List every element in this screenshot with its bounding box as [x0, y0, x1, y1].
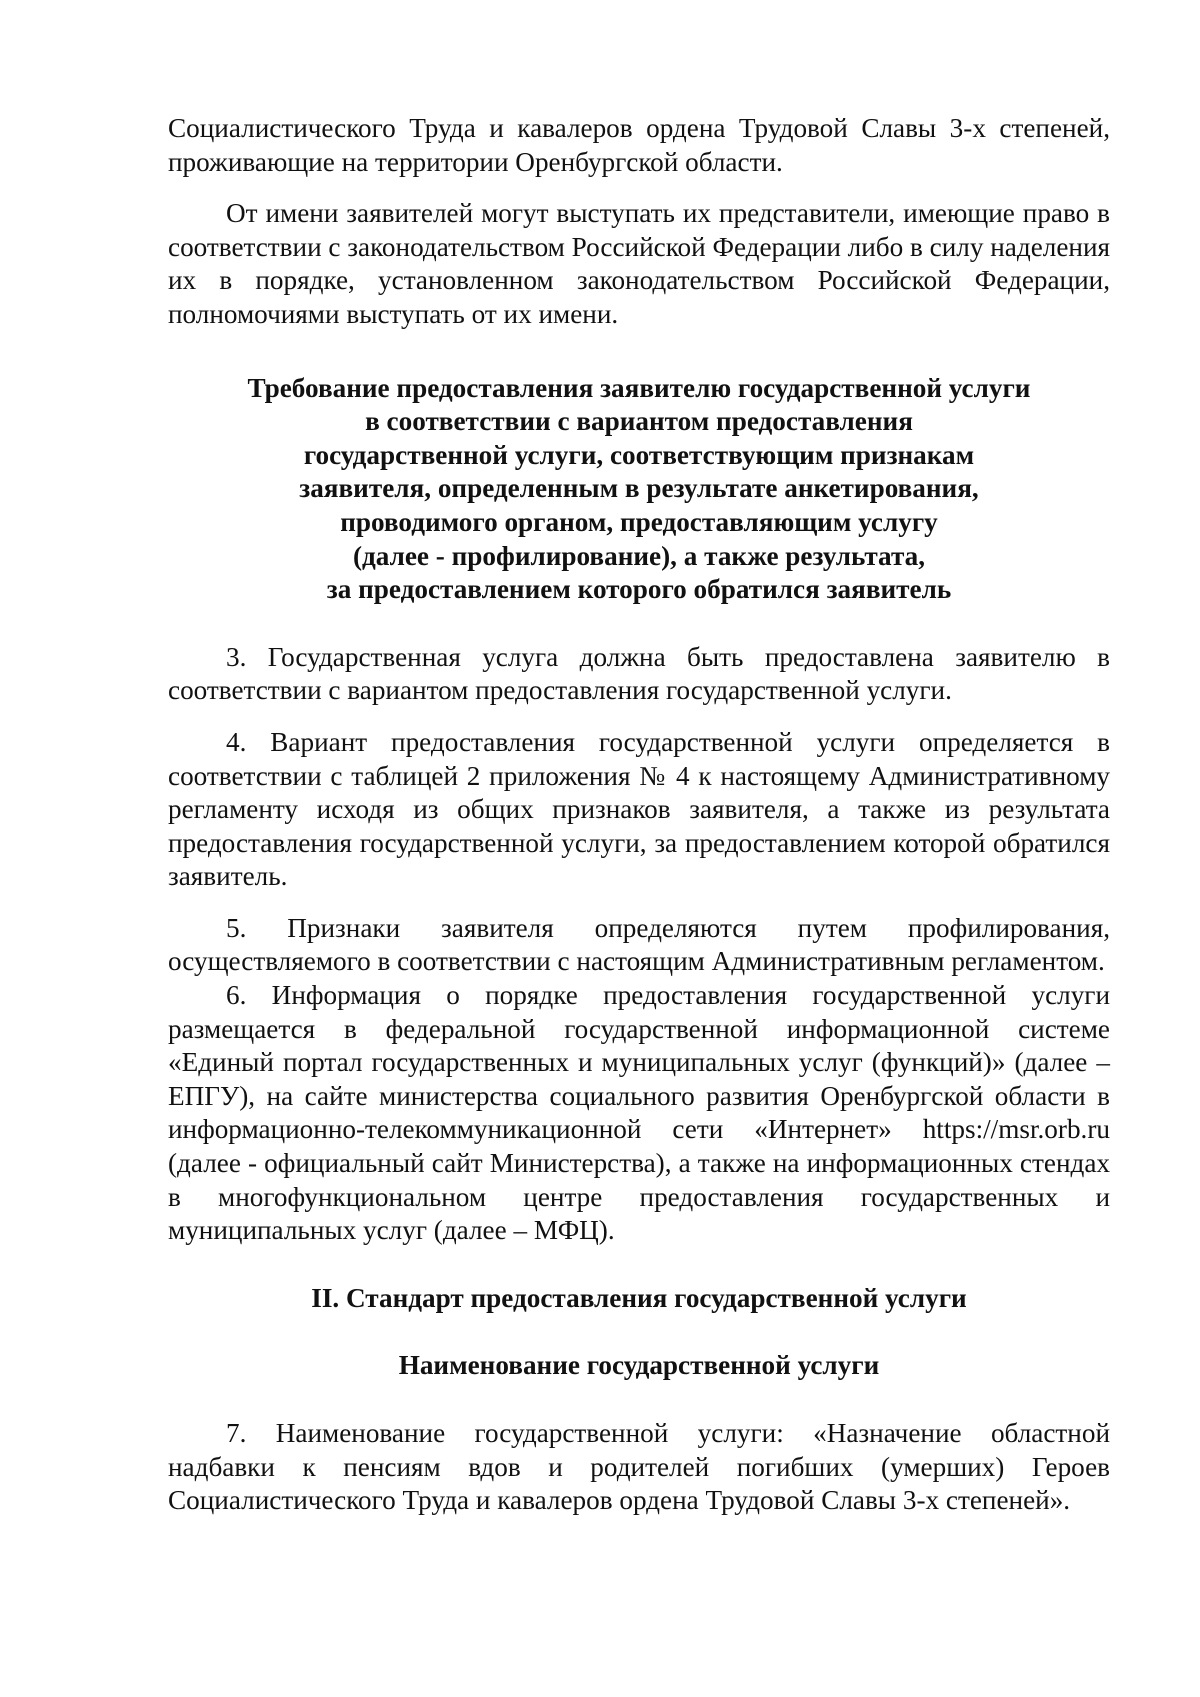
- heading-requirement: [168, 372, 1110, 607]
- item-7: 7. Наименование государственной услуги: «Назначение областной надбавки к пенсиям вдов и родителей погибших (умерших) Героев Социалистического Труда и кавалеров ордена Трудовой Славы 3-х степеней».: [168, 1418, 1110, 1516]
- heading-requirement-line: Требование предоставления заявителю государственной услуги: [247, 372, 1031, 403]
- heading-requirement-line: заявителя, определенным в результате анкетирования,: [299, 473, 979, 504]
- document-page: [168, 112, 1110, 1518]
- section-2-title: II. Стандарт предоставления государственной услуги: [311, 1282, 967, 1313]
- subsection-title: Наименование государственной услуги: [398, 1350, 880, 1381]
- heading-requirement-line: проводимого органом, предоставляющим услугу: [340, 506, 938, 537]
- heading-requirement-line: (далее - профилирование), а также результата,: [352, 540, 926, 571]
- item-3: 3. Государственная услуга должна быть предоставлена заявителю в соответствии с вариантом предоставления государственной услуги.: [168, 641, 1110, 706]
- item-5: 5. Признаки заявителя определяются путем профилирования, осуществляемого в соответствии с настоящим Административным регламентом.: [168, 912, 1110, 977]
- heading-requirement-line: государственной услуги, соответствующим признакам: [303, 439, 975, 470]
- heading-requirement-line: за предоставлением которого обратился заявитель: [326, 574, 952, 605]
- item-6: 6. Информация о порядке предоставления государственной услуги размещается в федеральной государственной информационной системе «Единый портал государственных и муниципальных услуг (функций)» (далее – ЕПГУ), на сайте министерства социального развития Оренбургской области в информационно-телекоммуникационной сети «Интернет» https://msr.orb.ru (далее - официальный сайт Министерства), а также на информационных стендах в многофункциональном центре предоставления государственных и муниципальных услуг (далее – МФЦ).: [168, 980, 1110, 1246]
- item-4: 4. Вариант предоставления государственной услуги определяется в соответствии с таблицей 2 приложения № 4 к настоящему Административному регламенту исходя из общих признаков заявителя, а также из результата предоставления государственной услуги, за предоставлением которой обратился заявитель.: [168, 726, 1110, 892]
- heading-requirement-line: в соответствии с вариантом предоставления: [365, 406, 913, 437]
- paragraph-representatives: От имени заявителей могут выступать их представители, имеющие право в соответствии с законодательством Российской Федерации либо в силу наделения их в порядке, установленном законодательством Российской Федерации, полномочиями выступать от их имени.: [168, 198, 1110, 329]
- paragraph-continuation: Социалистического Труда и кавалеров ордена Трудовой Славы 3-х степеней, проживающие на территории Оренбургской области.: [168, 113, 1110, 177]
